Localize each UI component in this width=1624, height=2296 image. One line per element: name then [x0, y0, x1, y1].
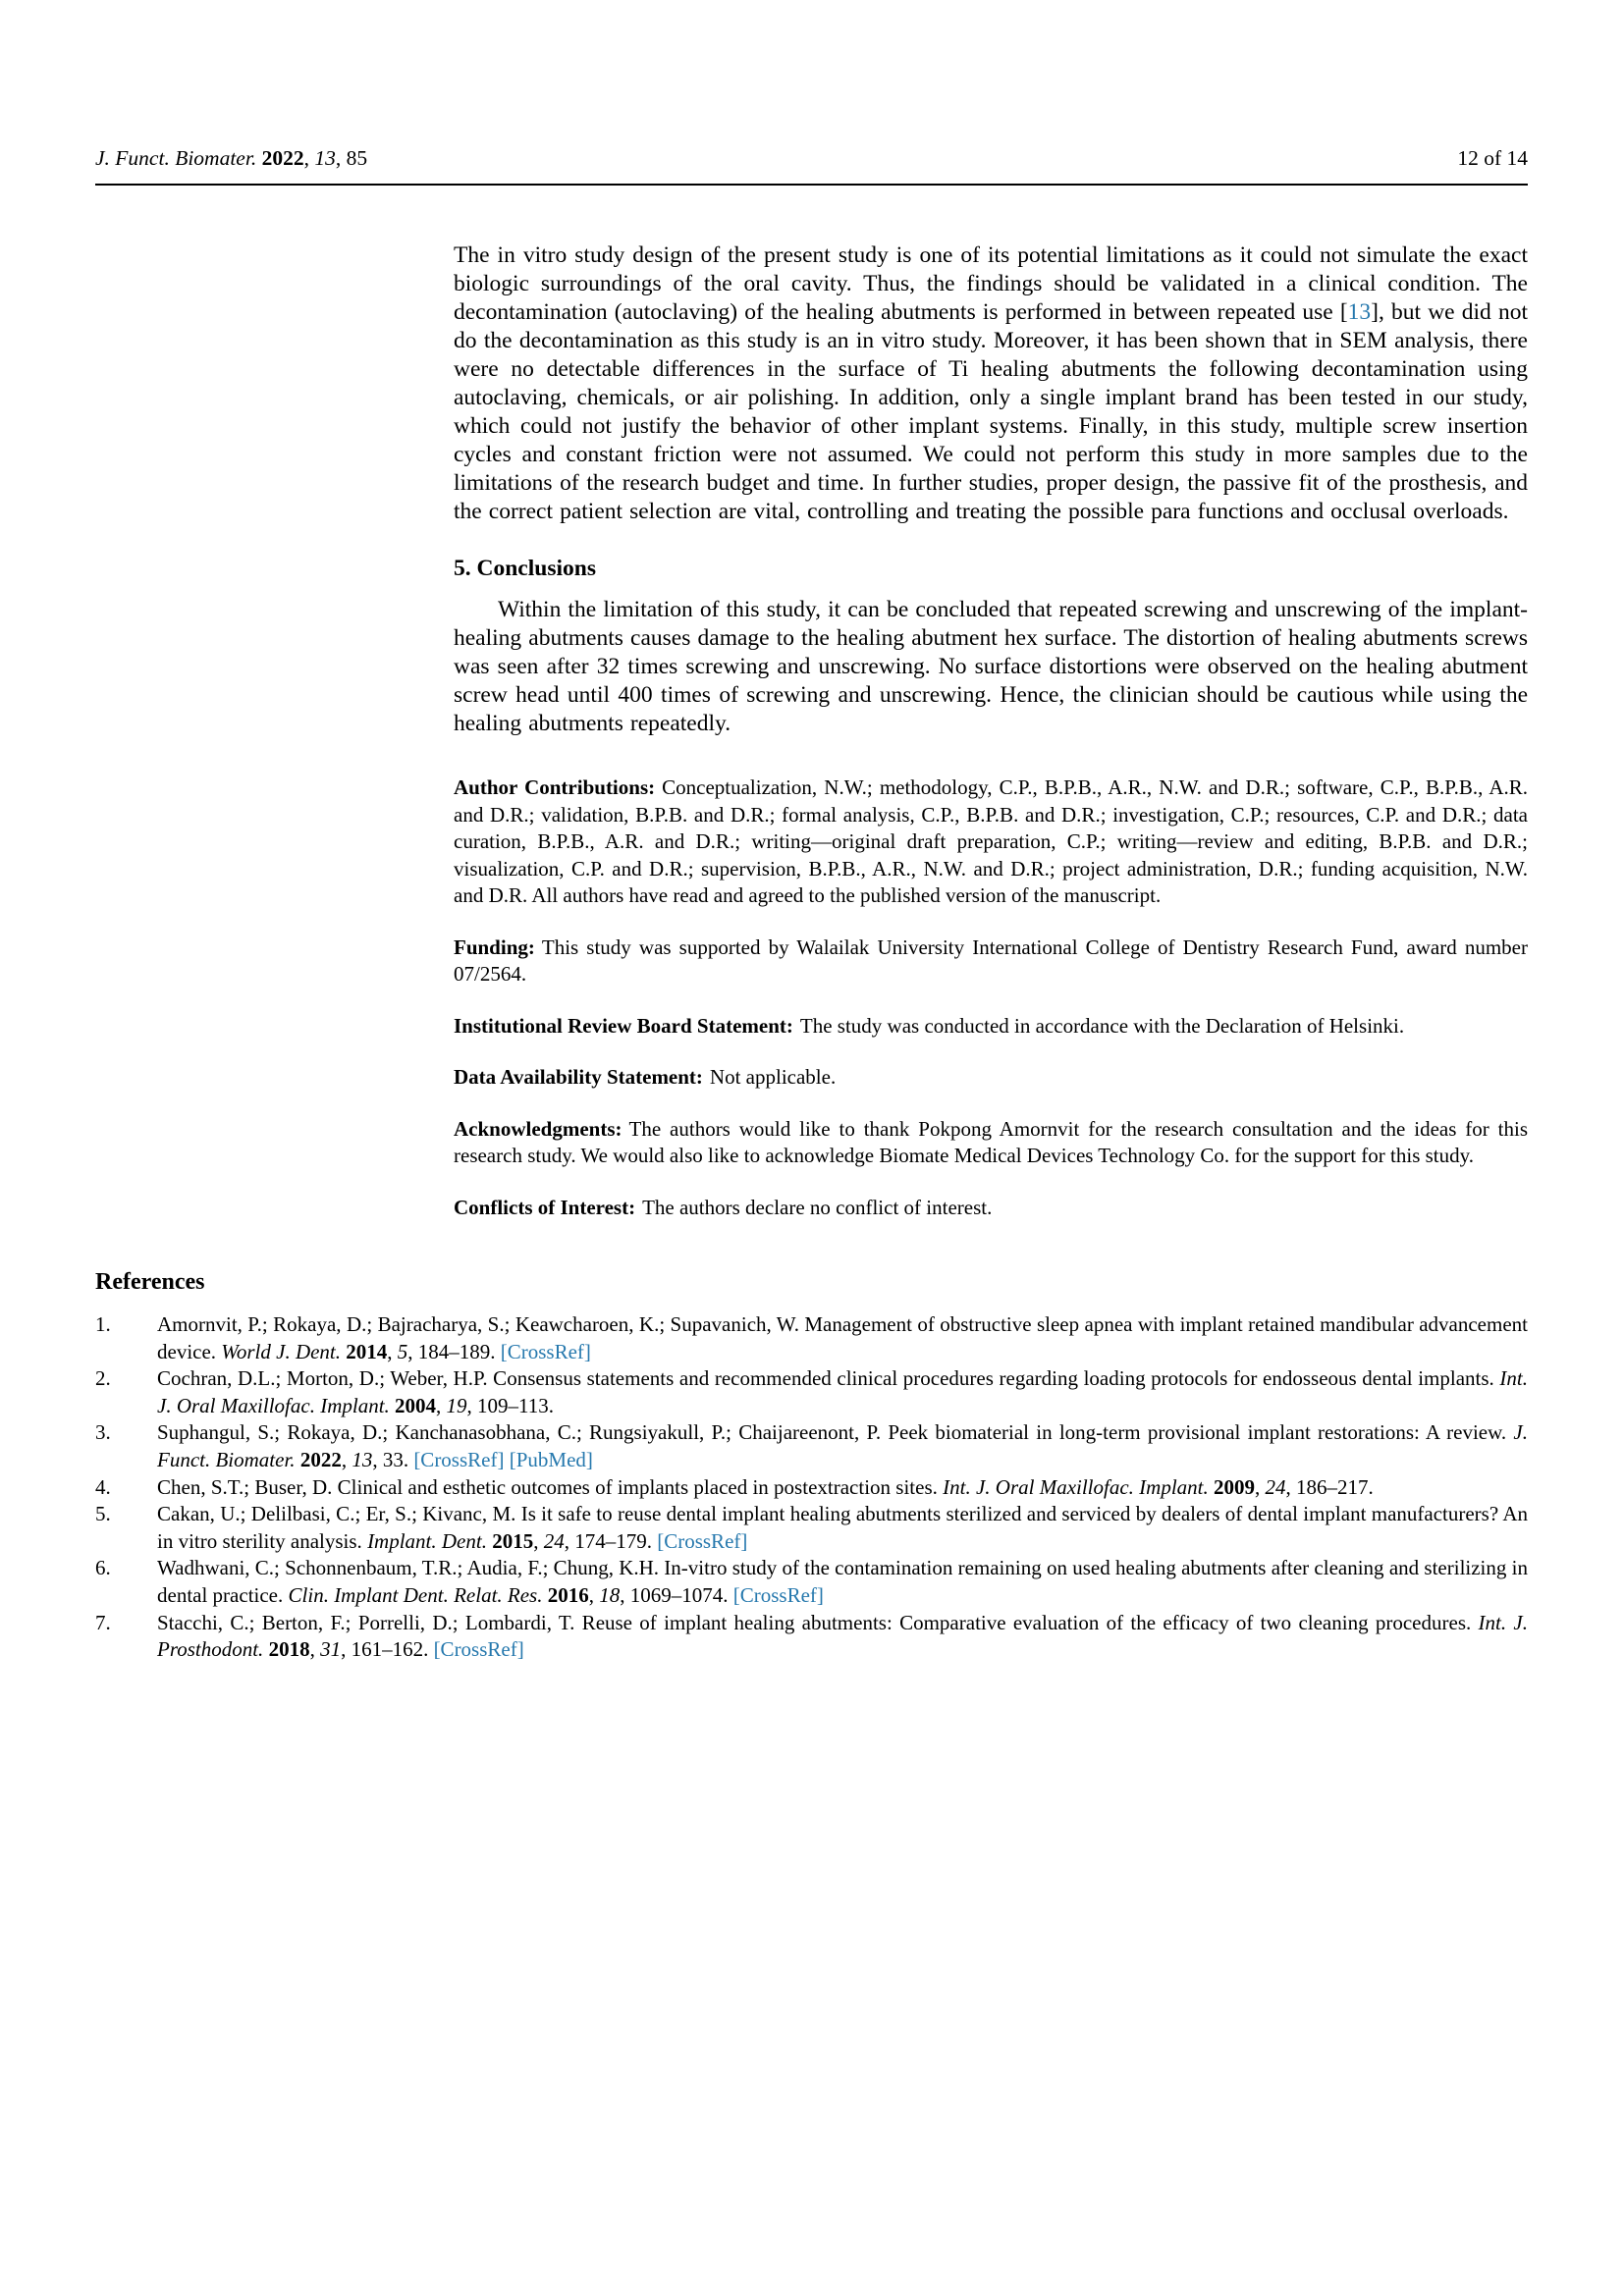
text-segment: ], but we did not do the decontamination as this study is an in vitro study. Moreover, it has been shown that in SEM analysis, there were no detectable differences in the surface of Ti healing abutments the following decontamination using autoclaving, chemicals, or air polishing. In addition, only a single implant brand has been tested in our study, which could not justify the behavior of other implant systems. Finally, in this study, multiple screw insertion cycles and constant friction were not assumed. We could not perform this study in more samples due to the limitations of the research budget and time. In further studies, proper design, the passive fit of the prosthesis, and the correct patient selection are vital, controlling and treating the possible para functions and occlusal overloads.: [454, 299, 1528, 524]
conclusions-heading: 5. Conclusions: [454, 556, 596, 581]
back-matter-label: Data Availability Statement:: [454, 1065, 703, 1089]
reference-item: [95, 1419, 1528, 1473]
page-number: 12 of 14: [1457, 146, 1528, 170]
text-segment: Amornvit, P.; Rokaya, D.; Bajracharya, S.; Keawcharoen, K.; Supavanich, W. Management of obstructive sleep apnea with implant retained mandibular advancement device.: [157, 1312, 1528, 1363]
text-segment: ,: [1255, 1474, 1266, 1499]
text-segment: Int. J. Oral Maxillofac. Implant.: [157, 1366, 1528, 1417]
discussion-paragraph: [454, 241, 1528, 526]
text-segment: 24: [1265, 1474, 1286, 1499]
back-matter-label: Institutional Review Board Statement:: [454, 1013, 793, 1038]
text-segment: , 85: [335, 146, 368, 170]
back-matter-text: Conceptualization, N.W.; methodology, C.P., B.P.B., A.R., N.W. and D.R.; software, C.P., B.P.B., A.R. and D.R.; validation, B.P.B. and D.R.; formal analysis, C.P., B.P.B. and D.R.; investigation, C.P.; resources, C.P. and D.R.; data curation, B.P.B., A.R. and D.R.; writing—original draft preparation, C.P.; writing—review and editing, B.P.B. and D.R.; visualization, C.P. and D.R.; supervision, B.P.B., A.R., N.W. and D.R.; project administration, D.R.; funding acquisition, N.W. and D.R. All authors have read and agreed to the published version of the manuscript.: [454, 775, 1528, 907]
back-matter-item: [454, 1064, 1528, 1092]
text-segment: ,: [341, 1447, 352, 1471]
back-matter-label: Funding:: [454, 934, 535, 959]
text-segment: 19: [446, 1393, 467, 1417]
back-matter-item: [454, 1116, 1528, 1170]
reference-number: 4.: [95, 1474, 111, 1499]
reference-item: [95, 1365, 1528, 1419]
back-matter-item: [454, 934, 1528, 988]
text-segment: 2014: [346, 1339, 388, 1363]
text-segment: 24: [543, 1528, 565, 1553]
reference-number: 5.: [95, 1502, 111, 1526]
crossref-link[interactable]: [CrossRef]: [433, 1637, 524, 1662]
references-heading: References: [95, 1269, 205, 1295]
crossref-link[interactable]: [CrossRef]: [732, 1582, 824, 1607]
references-list: [95, 1311, 1528, 1664]
reference-number: 3.: [95, 1420, 111, 1445]
back-matter-item: [454, 774, 1528, 910]
reference-number: 1.: [95, 1312, 111, 1336]
text-segment: 31: [320, 1637, 342, 1662]
text-segment: 2009: [1214, 1474, 1255, 1499]
text-segment: World J. Dent.: [221, 1339, 347, 1363]
pubmed-link[interactable]: [PubMed]: [509, 1447, 593, 1471]
crossref-link[interactable]: [CrossRef]: [413, 1447, 505, 1471]
crossref-link[interactable]: [CrossRef]: [500, 1339, 591, 1363]
reference-text: [157, 1366, 1528, 1417]
page-header: [95, 145, 1528, 171]
back-matter-text: The authors would like to thank Pokpong Amornvit for the research consultation and the ideas for this research study. We would also like to acknowledge Biomate Medical Devices Technology Co. for the support for this study.: [454, 1116, 1528, 1167]
reference-text: [157, 1611, 1528, 1662]
back-matter-item: [454, 1195, 1528, 1222]
reference-item: [95, 1555, 1528, 1609]
text-segment: , 1069–1074.: [620, 1582, 733, 1607]
text-segment: , 186–217.: [1285, 1474, 1374, 1499]
text-segment: ,: [588, 1582, 600, 1607]
back-matter-label: Author Contributions:: [454, 775, 656, 799]
conclusions-paragraph: Within the limitation of this study, it can be concluded that repeated screwing and unscrewing of the implant-healing abutments causes damage to the healing abutment hex surface. The distortion of healing abutments screws was seen after 32 times screwing and unscrewing. No surface distortions were observed on the healing abutment screw head until 400 times of screwing and unscrewing. Hence, the clinician should be cautious while using the healing abutments repeatedly.: [454, 597, 1528, 736]
text-segment: 2016: [547, 1582, 589, 1607]
reference-number: 6.: [95, 1556, 111, 1580]
text-segment: J. Funct. Biomater.: [95, 146, 262, 170]
text-segment: 13: [314, 146, 336, 170]
reference-item: [95, 1474, 1528, 1502]
back-matter-text: Not applicable.: [709, 1065, 837, 1089]
text-segment: Suphangul, S.; Rokaya, D.; Kanchanasobhana, C.; Rungsiyakull, P.; Chaijareenont, P. Peek biomaterial in long-term provisional implant restorations: A review.: [157, 1420, 1514, 1445]
back-matter-text: The study was conducted in accordance with the Declaration of Helsinki.: [799, 1013, 1405, 1038]
text-segment: 2022: [299, 1447, 342, 1471]
journal-citation: [95, 145, 367, 171]
text-segment: ,: [309, 1637, 321, 1662]
text-segment: 2004: [395, 1393, 437, 1417]
text-segment: 18: [599, 1582, 621, 1607]
text-segment: , 174–179.: [564, 1528, 658, 1553]
text-segment: Int. J. Oral Maxillofac. Implant.: [943, 1474, 1214, 1499]
reference-text: [157, 1556, 1528, 1607]
citation-link-13[interactable]: 13: [1347, 299, 1372, 325]
back-matter-label: Conflicts of Interest:: [454, 1195, 636, 1219]
text-segment: Implant. Dent.: [367, 1528, 493, 1553]
text-segment: J. Funct. Biomater.: [157, 1420, 1528, 1471]
text-segment: , 161–162.: [341, 1637, 434, 1662]
reference-text: [157, 1420, 1528, 1471]
reference-text: [157, 1502, 1528, 1553]
reference-text: [157, 1312, 1528, 1363]
text-segment: Clin. Implant Dent. Relat. Res.: [288, 1582, 548, 1607]
text-segment: Cochran, D.L.; Morton, D.; Weber, H.P. Consensus statements and recommended clinical procedures regarding loading protocols for endosseous dental implants.: [157, 1366, 1500, 1391]
reference-item: [95, 1610, 1528, 1664]
text-segment: , 33.: [372, 1447, 414, 1471]
text-segment: 2022: [261, 146, 304, 170]
text-segment: ,: [387, 1339, 398, 1363]
body-column: [454, 241, 1528, 1221]
text-segment: ,: [436, 1393, 447, 1417]
header-divider: [95, 184, 1528, 186]
text-segment: 5: [397, 1339, 408, 1363]
back-matter-label: Acknowledgments:: [454, 1116, 623, 1141]
text-segment: 2018: [268, 1637, 310, 1662]
text-segment: ,: [303, 146, 315, 170]
crossref-link[interactable]: [CrossRef]: [657, 1528, 748, 1553]
text-segment: ,: [533, 1528, 544, 1553]
back-matter-text: This study was supported by Walailak University International College of Dentistry Research Fund, award number 07/2564.: [454, 934, 1528, 986]
back-matter-text: The authors declare no conflict of interest.: [642, 1195, 993, 1219]
text-segment: Stacchi, C.; Berton, F.; Porrelli, D.; Lombardi, T. Reuse of implant healing abutments: Comparative evaluation of the efficacy of two cleaning procedures.: [157, 1610, 1479, 1634]
text-segment: 13: [352, 1447, 373, 1471]
text-segment: Wadhwani, C.; Schonnenbaum, T.R.; Audia, F.; Chung, K.H. In-vitro study of the contamination remaining on used healing abutments after cleaning and sterilizing in dental practice.: [157, 1556, 1528, 1607]
text-segment: Chen, S.T.; Buser, D. Clinical and esthetic outcomes of implants placed in postextraction sites.: [157, 1474, 944, 1499]
reference-item: [95, 1501, 1528, 1555]
reference-item: [95, 1311, 1528, 1365]
text-segment: Cakan, U.; Delilbasi, C.; Er, S.; Kivanc, M. Is it safe to reuse dental implant healing abutments sterilized and serviced by dealers of dental implant manufacturers? An in vitro sterility analysis.: [157, 1502, 1528, 1553]
text-segment: , 184–189.: [407, 1339, 501, 1363]
text-segment: 2015: [492, 1528, 534, 1553]
text-segment: Int. J. Prosthodont.: [157, 1610, 1528, 1662]
reference-text: [157, 1475, 1374, 1499]
back-matter: [454, 774, 1528, 1221]
text-segment: The in vitro study design of the present study is one of its potential limitations as it could not simulate the exact biologic surroundings of the oral cavity. Thus, the findings should be validated in a clinical condition. The decontamination (autoclaving) of the healing abutments is performed in between repeated use [: [454, 242, 1528, 325]
reference-number: 7.: [95, 1610, 111, 1634]
reference-number: 2.: [95, 1366, 111, 1391]
back-matter-item: [454, 1013, 1528, 1041]
text-segment: , 109–113.: [466, 1393, 555, 1417]
